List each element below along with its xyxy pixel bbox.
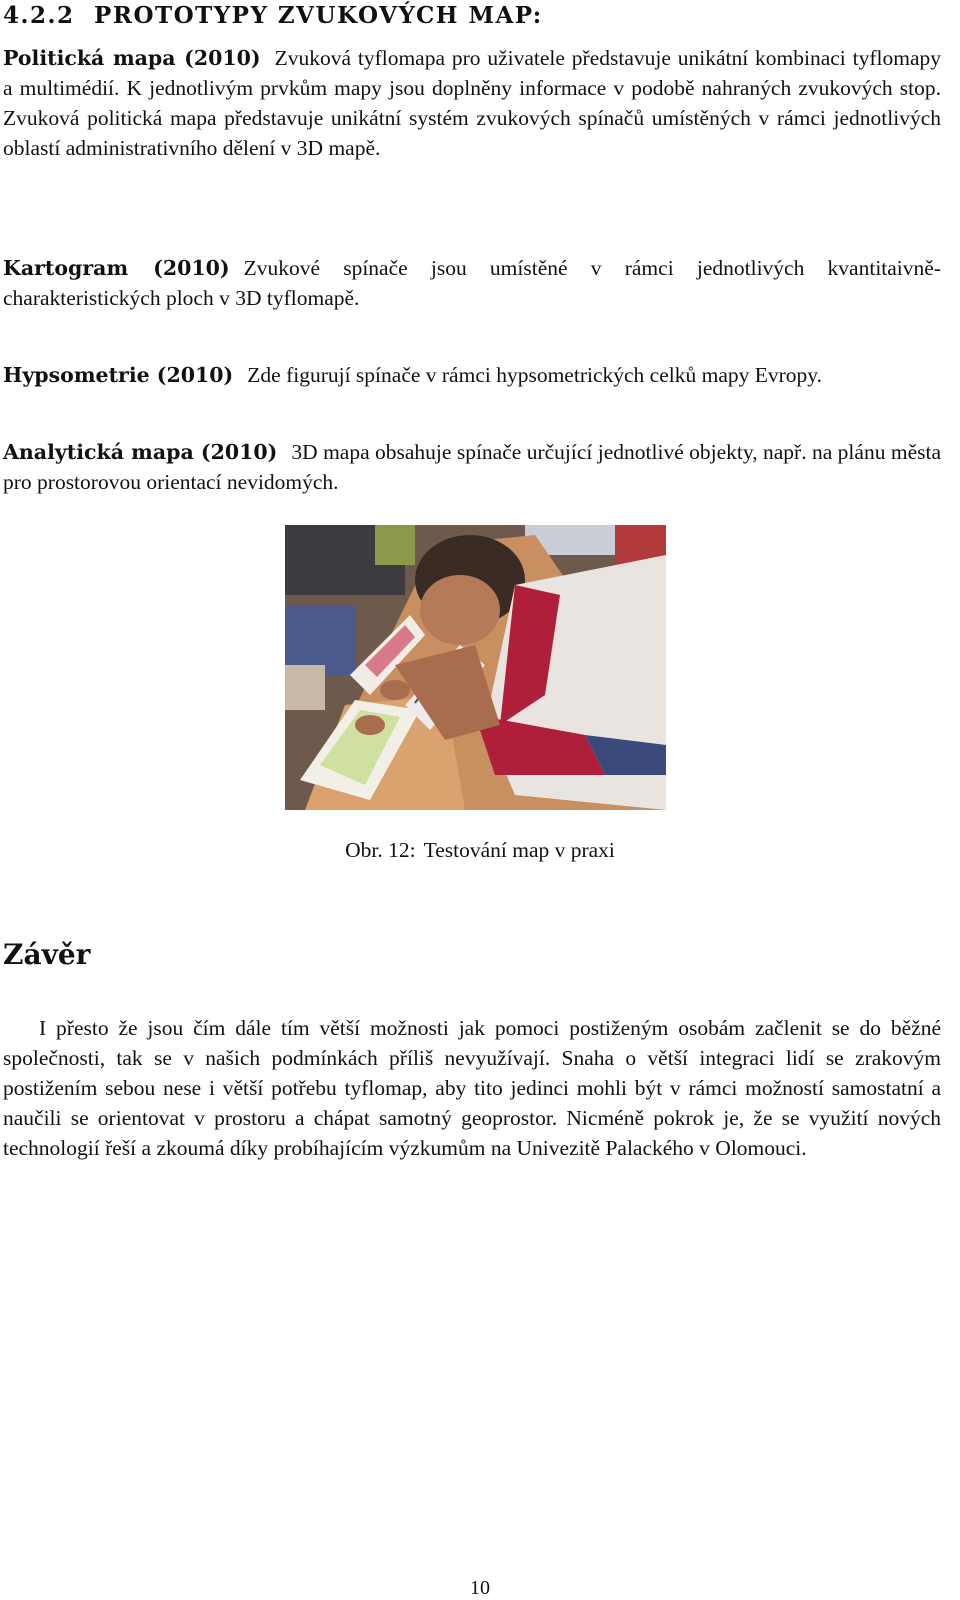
conclusion-paragraph: I přesto že jsou čím dále tím větší možnosti jak pomoci postiženým osobám začlenit se do běžné společnosti, tak se v našich podmínkách příliš nevyužívají. Snaha o větší integraci lidí se zrakovým postižením sebou nese i větší potřebu tyflomap, aby tito jedinci mohli být v rámci možností samostatní a naučili se orientovat v prostoru a chápat samotný geoprostor. Nicméně pokrok je, že se využití nových technologií řeší a zkoumá díky probíhajícím výzkumům na Univezitě Palackého v Olomouci. xyxy=(3,1016,941,1160)
entry-text: 3D mapa obsahuje spínače určující jednotlivé objekty, např. na plánu města pro prostorovou orientací nevidomých. xyxy=(3,440,941,494)
section-number: 4.2.2 xyxy=(3,2,75,29)
photo-testing-maps xyxy=(285,525,666,810)
page-number: 10 xyxy=(470,1577,490,1599)
entry-text: Zvukové spínače jsou umístěné v rámci jednotlivých kvantitaivně-charakteristických ploch v 3D tyflomapě. xyxy=(3,256,941,310)
entry-text: Zvuková tyflomapa pro uživatele představuje unikátní kombinaci tyflomapy a multimédií. K jednotlivým prvkům mapy jsou doplněny informace v podobě nahraných zvukových stop. Zvuková politická mapa představuje unikátní systém zvukových spínačů umístěných v rámci jednotlivých oblastí administrativního dělení v 3D mapě. xyxy=(3,46,941,160)
entry-politicka-mapa xyxy=(3,43,941,163)
entry-text: Zde figurují spínače v rámci hypsometrických celků mapy Evropy. xyxy=(247,363,823,387)
chapter-heading: Závěr xyxy=(3,938,91,971)
section-title: PROTOTYPY ZVUKOVÝCH MAP: xyxy=(94,2,543,29)
entry-hypsometrie xyxy=(3,360,941,390)
entry-term: Kartogram (2010) xyxy=(3,256,230,280)
figure-label: Obr. 12: xyxy=(345,838,416,862)
entry-kartogram xyxy=(3,253,941,313)
figure-photo xyxy=(285,525,666,810)
entry-term: Hypsometrie (2010) xyxy=(3,363,234,387)
figure-caption xyxy=(0,838,960,863)
section-heading xyxy=(3,2,543,29)
figure-caption-text: Testování map v praxi xyxy=(423,838,615,862)
entry-analyticka-mapa xyxy=(3,437,941,497)
entry-term: Analytická mapa (2010) xyxy=(3,440,278,464)
entry-term: Politická mapa (2010) xyxy=(3,46,261,70)
